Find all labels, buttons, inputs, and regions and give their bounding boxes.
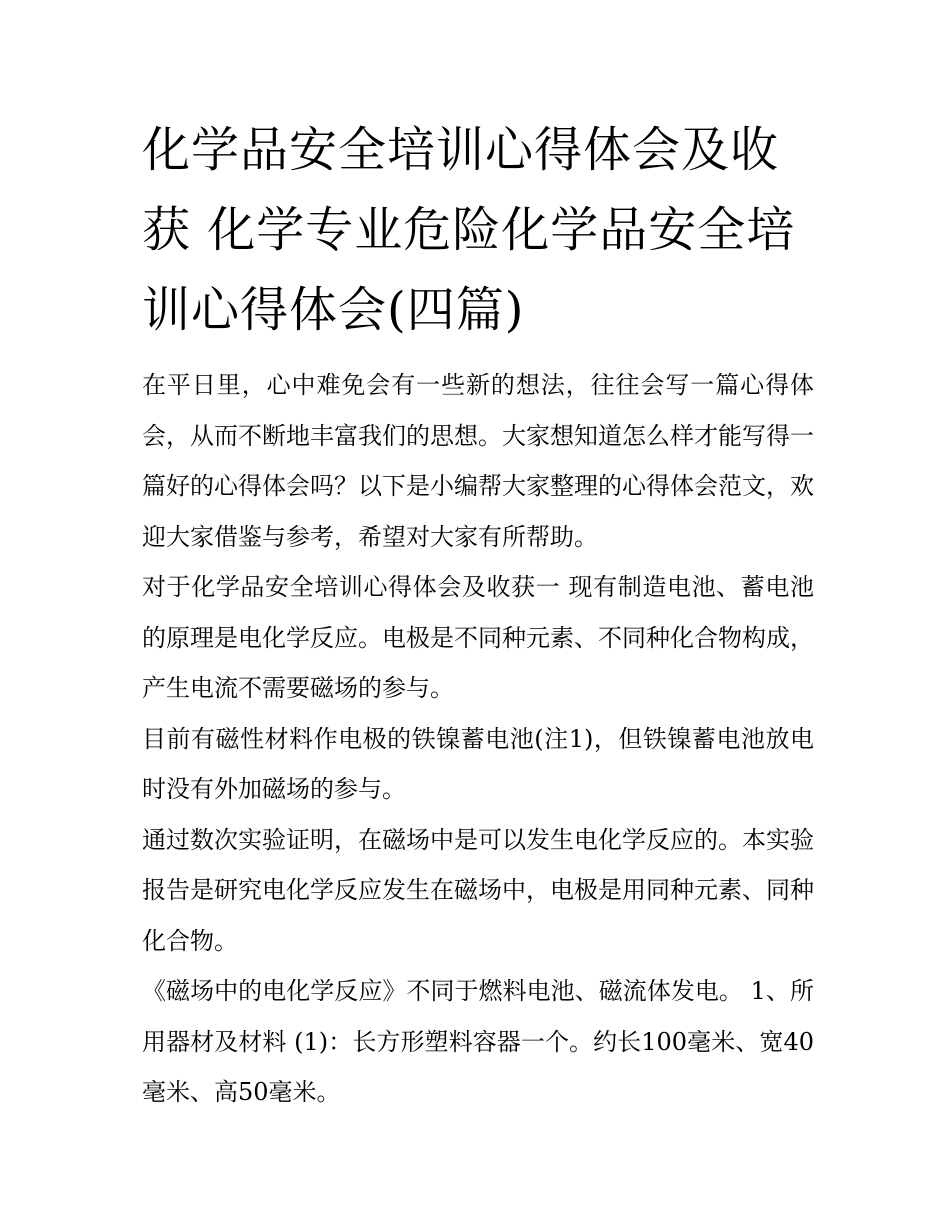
body-paragraph: 目前有磁性材料作电极的铁镍蓄电池(注1)，但铁镍蓄电池放电时没有外加磁场的参与。 (142, 724, 814, 803)
intro-paragraph: 在平日里，心中难免会有一些新的想法，往往会写一篇心得体会，从而不断地丰富我们的思想。大家想知道怎么样才能写得一篇好的心得体会吗？以下是小编帮大家整理的心得体会范文，欢迎大家借鉴与参考，希望对大家有所帮助。 (142, 371, 814, 551)
body-paragraph: 对于化学品安全培训心得体会及收获一 现有制造电池、蓄电池的原理是电化学反应。电极是不同种元素、不同种化合物构成，产生电流不需要磁场的参与。 (142, 573, 814, 702)
document-body (142, 110, 814, 1118)
body-paragraph: 通过数次实验证明，在磁场中是可以发生电化学反应的。本实验报告是研究电化学反应发生在磁场中，电极是用同种元素、同种化合物。 (142, 825, 814, 955)
body-paragraph: 《磁场中的电化学反应》不同于燃料电池、磁流体发电。 1、所用器材及材料 (1)：长方形塑料容器一个。约长100毫米、宽40毫米、高50毫米。 (142, 977, 814, 1106)
document-title: 化学品安全培训心得体会及收获 化学专业危险化学品安全培训心得体会(四篇) (142, 122, 796, 338)
